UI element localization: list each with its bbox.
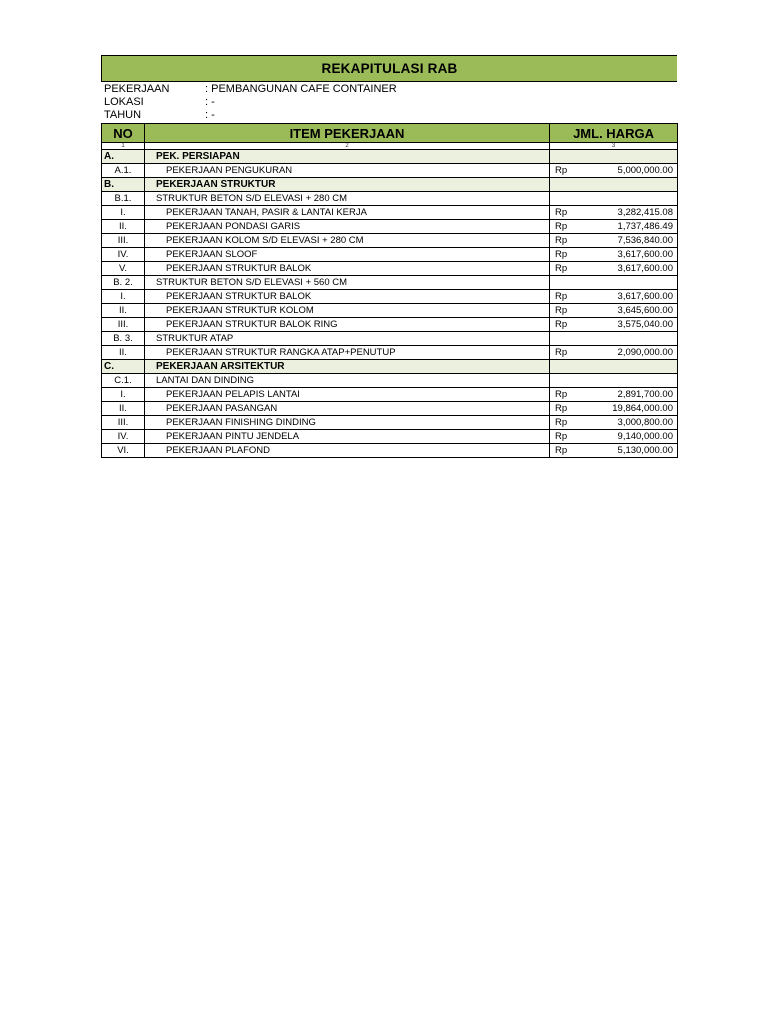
row-currency: Rp: [550, 430, 590, 444]
row-number: II.: [102, 346, 145, 360]
row-amount: [590, 192, 678, 206]
meta-value: : PEMBANGUNAN CAFE CONTAINER: [205, 83, 397, 95]
row-amount: 3,617,600.00: [590, 262, 678, 276]
row-amount: 5,000,000.00: [590, 164, 678, 178]
header-harga: JML. HARGA: [550, 124, 678, 143]
rab-table: [101, 123, 678, 458]
meta-value: : -: [205, 96, 215, 108]
row-currency: [550, 332, 590, 346]
row-currency: Rp: [550, 290, 590, 304]
section-row: [102, 178, 678, 192]
table-row: [102, 262, 678, 276]
row-amount: [590, 360, 678, 374]
row-currency: [550, 374, 590, 388]
row-item: LANTAI DAN DINDING: [145, 374, 550, 388]
row-number: VI.: [102, 444, 145, 458]
row-item: PEKERJAAN PLAFOND: [145, 444, 550, 458]
row-number: A.1.: [102, 164, 145, 178]
row-number: IV.: [102, 430, 145, 444]
row-item: PEKERJAAN STRUKTUR KOLOM: [145, 304, 550, 318]
row-number: IV.: [102, 248, 145, 262]
row-number: C.: [102, 360, 145, 374]
row-amount: 19,864,000.00: [590, 402, 678, 416]
column-number: 2: [145, 143, 550, 150]
row-number: I.: [102, 290, 145, 304]
row-amount: 2,090,000.00: [590, 346, 678, 360]
meta-label: LOKASI: [104, 96, 144, 108]
row-number: I.: [102, 206, 145, 220]
rab-sheet: [101, 55, 677, 456]
meta-row-lokasi: [101, 96, 677, 109]
table-header-row: [102, 124, 678, 143]
row-item: PEKERJAAN PASANGAN: [145, 402, 550, 416]
row-item: PEK. PERSIAPAN: [145, 150, 550, 164]
row-amount: 7,536,840.00: [590, 234, 678, 248]
header-item: ITEM PEKERJAAN: [145, 124, 550, 143]
row-item: PEKERJAAN STRUKTUR BALOK: [145, 262, 550, 276]
row-item: PEKERJAAN STRUKTUR BALOK: [145, 290, 550, 304]
row-currency: [550, 192, 590, 206]
row-currency: [550, 178, 590, 192]
row-number: B.1.: [102, 192, 145, 206]
row-item: PEKERJAAN KOLOM S/D ELEVASI + 280 CM: [145, 234, 550, 248]
row-amount: [590, 276, 678, 290]
row-currency: Rp: [550, 248, 590, 262]
row-amount: [590, 150, 678, 164]
row-item: PEKERJAAN ARSITEKTUR: [145, 360, 550, 374]
row-currency: [550, 150, 590, 164]
row-item: PEKERJAAN SLOOF: [145, 248, 550, 262]
row-amount: 3,645,600.00: [590, 304, 678, 318]
row-currency: Rp: [550, 262, 590, 276]
meta-label: TAHUN: [104, 109, 142, 121]
table-row: [102, 220, 678, 234]
row-item: PEKERJAAN STRUKTUR: [145, 178, 550, 192]
row-amount: 3,282,415.08: [590, 206, 678, 220]
row-item: PEKERJAAN STRUKTUR RANGKA ATAP+PENUTUP: [145, 346, 550, 360]
column-number: 3: [550, 143, 678, 150]
row-item: PEKERJAAN PONDASI GARIS: [145, 220, 550, 234]
table-row: [102, 332, 678, 346]
table-row: [102, 346, 678, 360]
row-amount: [590, 178, 678, 192]
row-item: PEKERJAAN PINTU JENDELA: [145, 430, 550, 444]
row-currency: Rp: [550, 346, 590, 360]
row-amount: [590, 374, 678, 388]
row-item: STRUKTUR BETON S/D ELEVASI + 280 CM: [145, 192, 550, 206]
row-amount: 1,737,486.49: [590, 220, 678, 234]
row-number: III.: [102, 318, 145, 332]
row-amount: [590, 332, 678, 346]
row-currency: Rp: [550, 206, 590, 220]
row-currency: Rp: [550, 402, 590, 416]
table-row: [102, 402, 678, 416]
row-currency: Rp: [550, 164, 590, 178]
row-amount: 3,575,040.00: [590, 318, 678, 332]
row-item: PEKERJAAN FINISHING DINDING: [145, 416, 550, 430]
row-currency: Rp: [550, 388, 590, 402]
row-amount: 3,617,600.00: [590, 248, 678, 262]
meta-row-pekerjaan: [101, 83, 677, 96]
row-item: PEKERJAAN PENGUKURAN: [145, 164, 550, 178]
meta-row-tahun: [101, 109, 677, 122]
table-row: [102, 276, 678, 290]
table-row: [102, 304, 678, 318]
row-number: III.: [102, 416, 145, 430]
table-row: [102, 374, 678, 388]
row-currency: Rp: [550, 304, 590, 318]
row-item: STRUKTUR ATAP: [145, 332, 550, 346]
column-number: 1: [102, 143, 145, 150]
table-row: [102, 164, 678, 178]
table-row: [102, 388, 678, 402]
row-currency: [550, 276, 590, 290]
row-item: STRUKTUR BETON S/D ELEVASI + 560 CM: [145, 276, 550, 290]
row-currency: Rp: [550, 220, 590, 234]
row-number: I.: [102, 388, 145, 402]
table-row: [102, 206, 678, 220]
row-currency: Rp: [550, 444, 590, 458]
row-number: V.: [102, 262, 145, 276]
table-row: [102, 444, 678, 458]
row-item: PEKERJAAN TANAH, PASIR & LANTAI KERJA: [145, 206, 550, 220]
row-number: C.1.: [102, 374, 145, 388]
row-number: II.: [102, 402, 145, 416]
row-currency: [550, 360, 590, 374]
table-row: [102, 234, 678, 248]
row-amount: 3,617,600.00: [590, 290, 678, 304]
row-number: B. 2.: [102, 276, 145, 290]
table-row: [102, 430, 678, 444]
document-title: REKAPITULASI RAB: [101, 55, 677, 82]
row-number: II.: [102, 304, 145, 318]
row-currency: Rp: [550, 318, 590, 332]
row-item: PEKERJAAN PELAPIS LANTAI: [145, 388, 550, 402]
table-body: [102, 150, 678, 458]
section-row: [102, 360, 678, 374]
row-amount: 2,891,700.00: [590, 388, 678, 402]
row-item: PEKERJAAN STRUKTUR BALOK RING: [145, 318, 550, 332]
column-number-row: [102, 143, 678, 150]
table-row: [102, 192, 678, 206]
row-currency: Rp: [550, 416, 590, 430]
project-meta: [101, 83, 677, 122]
table-row: [102, 290, 678, 304]
table-row: [102, 318, 678, 332]
row-currency: Rp: [550, 234, 590, 248]
row-number: B. 3.: [102, 332, 145, 346]
header-no: NO: [102, 124, 145, 143]
row-number: III.: [102, 234, 145, 248]
row-amount: 3,000,800.00: [590, 416, 678, 430]
table-row: [102, 416, 678, 430]
row-amount: 5,130,000.00: [590, 444, 678, 458]
section-row: [102, 150, 678, 164]
meta-value: : -: [205, 109, 215, 121]
row-number: II.: [102, 220, 145, 234]
row-amount: 9,140,000.00: [590, 430, 678, 444]
row-number: A.: [102, 150, 145, 164]
table-row: [102, 248, 678, 262]
meta-label: PEKERJAAN: [104, 83, 170, 95]
row-number: B.: [102, 178, 145, 192]
